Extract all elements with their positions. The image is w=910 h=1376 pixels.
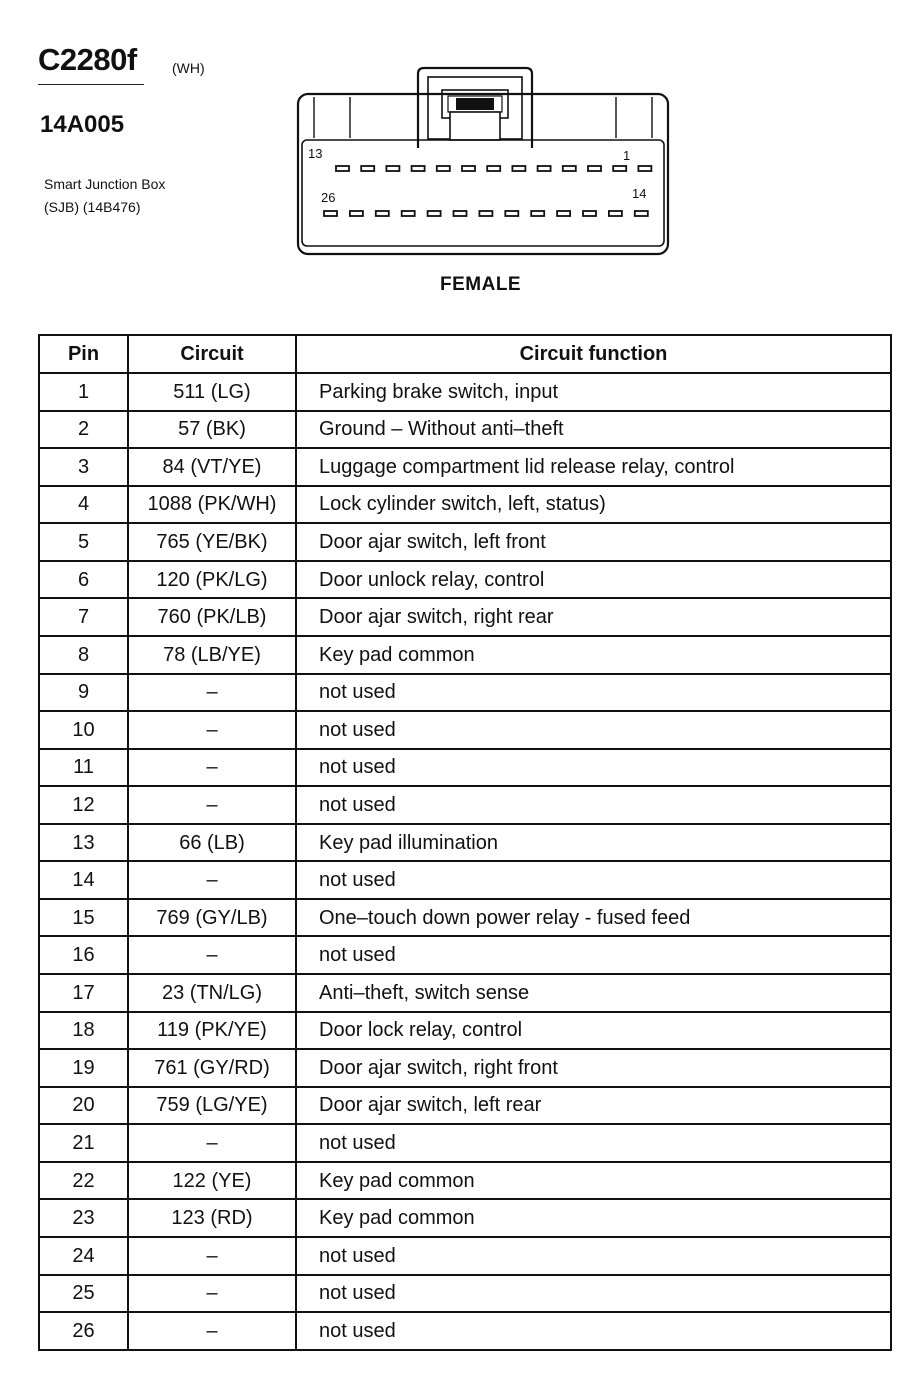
pin-label-13: 13 [308,146,323,161]
pin-slot-bottom-9 [531,211,544,216]
circuit-cell: – [128,1312,296,1350]
circuit-cell: – [128,749,296,787]
pin-cell: 7 [39,598,128,636]
function-cell: not used [296,711,891,749]
function-cell: Key pad common [296,1162,891,1200]
pin-cell: 20 [39,1087,128,1125]
pin-slot-top-12 [613,166,626,171]
connector-color: (WH) [172,60,205,76]
pin-cell: 24 [39,1237,128,1275]
table-row [39,861,891,899]
pin-cell: 11 [39,749,128,787]
pin-slot-top-7 [487,166,500,171]
table-row [39,974,891,1012]
circuit-cell: 57 (BK) [128,411,296,449]
circuit-cell: 760 (PK/LB) [128,598,296,636]
circuit-cell: 765 (YE/BK) [128,523,296,561]
pin-slot-bottom-7 [479,211,492,216]
pin-slot-top-2 [361,166,374,171]
pin-slot-bottom-1 [324,211,337,216]
pin-cell: 10 [39,711,128,749]
table-row [39,1275,891,1313]
function-cell: Luggage compartment lid release relay, control [296,448,891,486]
table-row [39,786,891,824]
pin-cell: 16 [39,936,128,974]
circuit-cell: 120 (PK/LG) [128,561,296,599]
function-cell: Door ajar switch, right front [296,1049,891,1087]
pin-slot-top-3 [386,166,399,171]
function-cell: not used [296,936,891,974]
pin-slot-top-10 [563,166,576,171]
function-cell: Door ajar switch, left rear [296,1087,891,1125]
pin-slot-bottom-10 [557,211,570,216]
table-row [39,486,891,524]
function-cell: Door ajar switch, left front [296,523,891,561]
pin-slot-top-13 [638,166,651,171]
circuit-cell: 78 (LB/YE) [128,636,296,674]
pin-cell: 15 [39,899,128,937]
pin-table-body [39,373,891,1350]
circuit-cell: 511 (LG) [128,373,296,411]
function-cell: not used [296,1124,891,1162]
function-cell: Key pad common [296,636,891,674]
gender-label: FEMALE [440,274,522,295]
pin-cell: 23 [39,1199,128,1237]
function-cell: not used [296,674,891,712]
circuit-cell: – [128,1124,296,1162]
circuit-cell: 122 (YE) [128,1162,296,1200]
column-header-circuit: Circuit [128,335,296,373]
pin-cell: 9 [39,674,128,712]
pin-slot-top-9 [538,166,551,171]
pin-label-1: 1 [623,148,631,163]
pin-cell: 14 [39,861,128,899]
table-row [39,1087,891,1125]
table-row [39,711,891,749]
pin-cell: 13 [39,824,128,862]
pin-cell: 1 [39,373,128,411]
pin-row-bottom [324,211,648,216]
pin-cell: 12 [39,786,128,824]
pin-cell: 17 [39,974,128,1012]
connector-face-diagram [290,64,680,264]
pin-label-26: 26 [321,190,336,205]
table-row [39,1237,891,1275]
circuit-cell: – [128,786,296,824]
pin-cell: 8 [39,636,128,674]
function-cell: One–touch down power relay - fused feed [296,899,891,937]
pin-slot-bottom-3 [376,211,389,216]
pin-slot-top-11 [588,166,601,171]
pin-cell: 5 [39,523,128,561]
circuit-cell: 1088 (PK/WH) [128,486,296,524]
pin-cell: 25 [39,1275,128,1313]
pin-table [38,334,892,1351]
function-cell: Parking brake switch, input [296,373,891,411]
function-cell: not used [296,749,891,787]
pin-slot-top-5 [437,166,450,171]
pin-cell: 6 [39,561,128,599]
pin-slot-bottom-2 [350,211,363,216]
table-row [39,411,891,449]
pin-cell: 4 [39,486,128,524]
circuit-cell: 84 (VT/YE) [128,448,296,486]
component-name: Smart Junction Box [44,176,166,192]
circuit-cell: 759 (LG/YE) [128,1087,296,1125]
pin-slot-bottom-4 [402,211,415,216]
function-cell: Anti–theft, switch sense [296,974,891,1012]
pin-cell: 21 [39,1124,128,1162]
connector-id-underline [38,84,144,85]
function-cell: Key pad common [296,1199,891,1237]
circuit-cell: – [128,1275,296,1313]
table-row [39,936,891,974]
function-cell: Door unlock relay, control [296,561,891,599]
pin-cell: 18 [39,1012,128,1050]
table-row [39,1012,891,1050]
circuit-cell: – [128,711,296,749]
function-cell: not used [296,1237,891,1275]
column-header-function: Circuit function [296,335,891,373]
table-header-row [39,335,891,373]
circuit-cell: 23 (TN/LG) [128,974,296,1012]
table-row [39,1049,891,1087]
pin-slot-bottom-8 [505,211,518,216]
pin-cell: 2 [39,411,128,449]
circuit-cell: 66 (LB) [128,824,296,862]
table-row [39,1312,891,1350]
table-row [39,824,891,862]
table-row [39,561,891,599]
table-row [39,598,891,636]
pin-slot-bottom-6 [454,211,467,216]
component-part-number: (SJB) (14B476) [44,199,141,215]
table-row [39,1124,891,1162]
pin-cell: 3 [39,448,128,486]
table-row [39,749,891,787]
pin-slot-bottom-12 [609,211,622,216]
table-row [39,674,891,712]
pin-cell: 26 [39,1312,128,1350]
function-cell: Door ajar switch, right rear [296,598,891,636]
circuit-cell: 761 (GY/RD) [128,1049,296,1087]
pin-slot-bottom-11 [583,211,596,216]
pin-slot-top-6 [462,166,475,171]
column-header-pin: Pin [39,335,128,373]
table-row [39,448,891,486]
table-row [39,899,891,937]
pin-slot-top-8 [512,166,525,171]
pin-slot-bottom-13 [635,211,648,216]
connector-id: C2280f [38,42,137,77]
function-cell: Lock cylinder switch, left, status) [296,486,891,524]
function-cell: Ground – Without anti–theft [296,411,891,449]
function-cell: not used [296,786,891,824]
pin-slot-top-4 [412,166,425,171]
table-row [39,373,891,411]
circuit-cell: 119 (PK/YE) [128,1012,296,1050]
circuit-cell: – [128,674,296,712]
part-number: 14A005 [40,111,125,138]
circuit-cell: 123 (RD) [128,1199,296,1237]
table-row [39,523,891,561]
circuit-cell: 769 (GY/LB) [128,899,296,937]
function-cell: Key pad illumination [296,824,891,862]
pin-cell: 22 [39,1162,128,1200]
function-cell: Door lock relay, control [296,1012,891,1050]
function-cell: not used [296,1275,891,1313]
circuit-cell: – [128,936,296,974]
function-cell: not used [296,861,891,899]
table-row [39,1162,891,1200]
pin-label-14: 14 [632,186,647,201]
circuit-cell: – [128,861,296,899]
circuit-cell: – [128,1237,296,1275]
pin-slot-top-1 [336,166,349,171]
table-row [39,636,891,674]
pin-cell: 19 [39,1049,128,1087]
pin-slot-bottom-5 [428,211,441,216]
table-row [39,1199,891,1237]
pin-row-top [336,166,651,171]
function-cell: not used [296,1312,891,1350]
